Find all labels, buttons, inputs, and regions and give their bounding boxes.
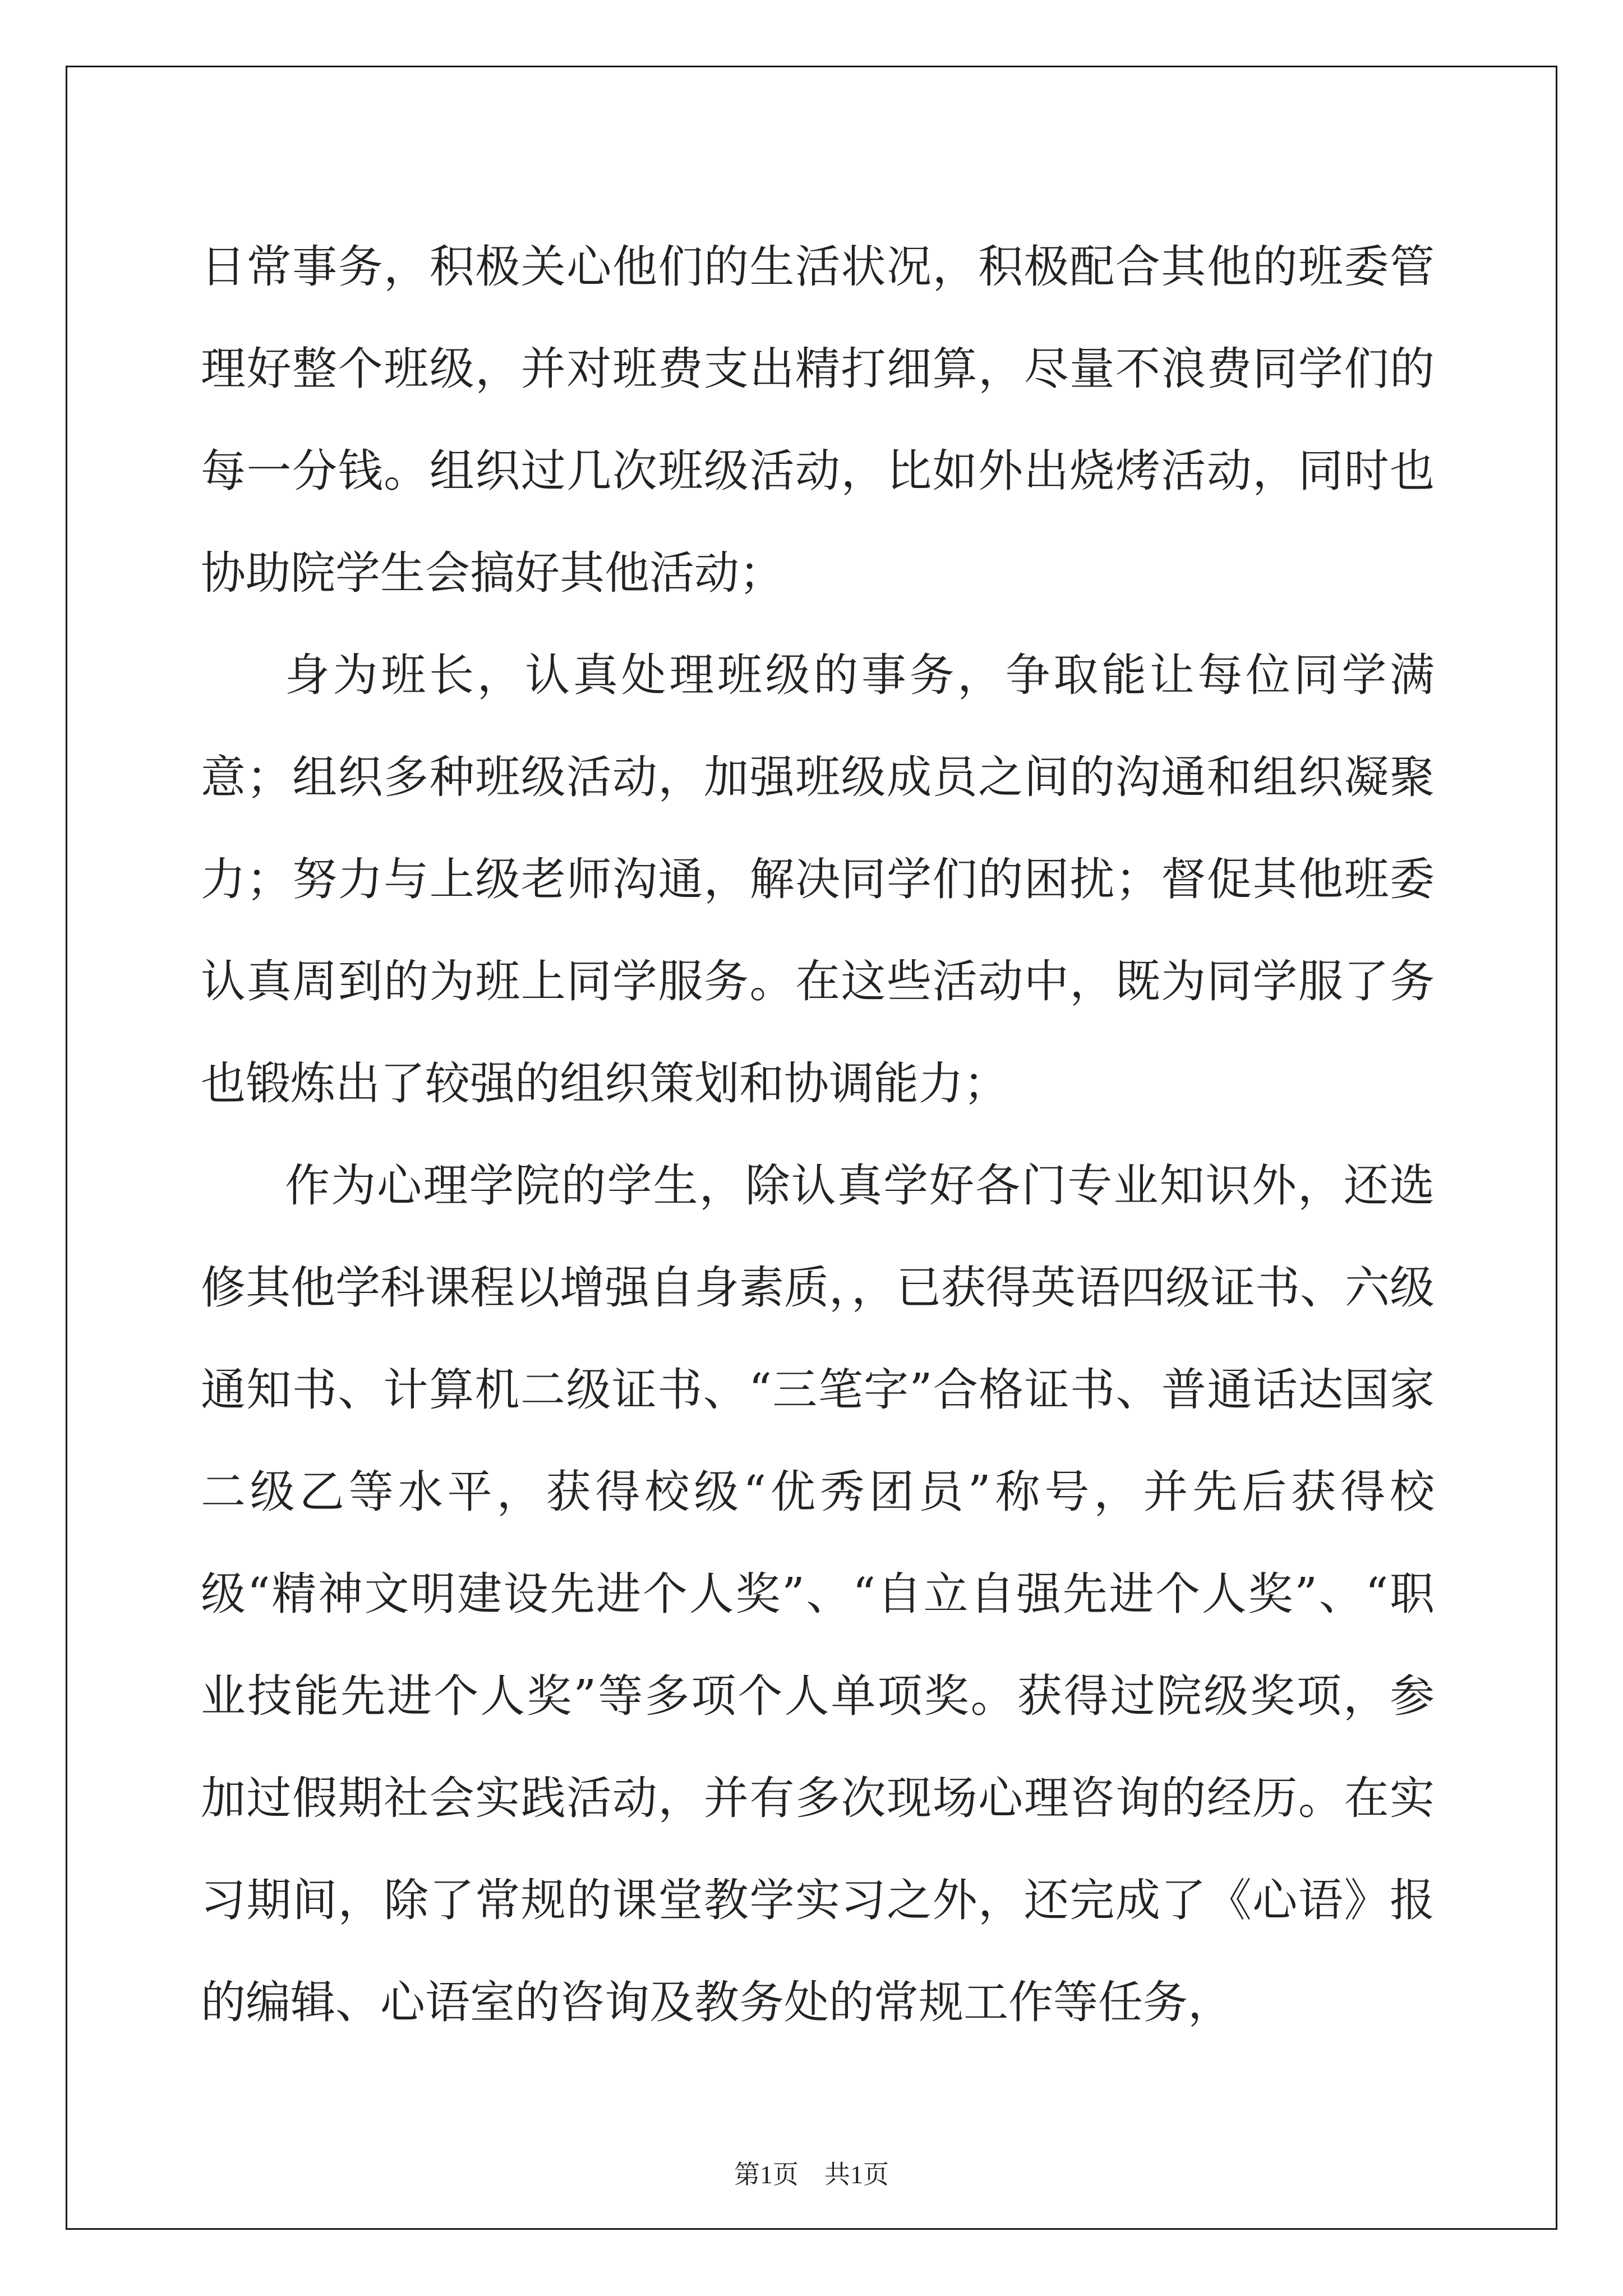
paragraph-1: 日常事务，积极关心他们的生活状况，积极配合其他的班委管理好整个班级，并对班费支出精打细算，尽量不浪费同学们的每一分钱。组织过几次班级活动，比如外出烧烤活动，同时也协助院学生会搞好其他活动；: [201, 241, 1435, 599]
document-body: [201, 216, 1435, 2054]
paragraph-3: 作为心理学院的学生，除认真学好各门专业知识外，还选修其他学科课程以增强自身素质，，已获得英语四级证书、六级通知书、计算机二级证书、“三笔字”合格证书、普通话达国家二级乙等水平，获得校级“优秀团员”称号，并先后获得校级“精神文明建设先进个人奖”、“自立自强先进个人奖”、“职业技能先进个人奖”等多项个人单项奖。获得过院级奖项，参加过假期社会实践活动，并有多次现场心理咨询的经历。在实习期间，除了常规的课堂教学实习之外，还完成了《心语》报的编辑、心语室的咨询及教务处的常规工作等任务，: [201, 1159, 1435, 2028]
page-number-footer: 第1页 共1页: [734, 2160, 889, 2189]
paragraph-2: 身为班长，认真处理班级的事务，争取能让每位同学满意；组织多种班级活动，加强班级成员之间的沟通和组织凝聚力；努力与上级老师沟通，解决同学们的困扰；督促其他班委认真周到的为班上同学服务。在这些活动中，既为同学服了务也锻炼出了较强的组织策划和协调能力；: [201, 649, 1435, 1110]
